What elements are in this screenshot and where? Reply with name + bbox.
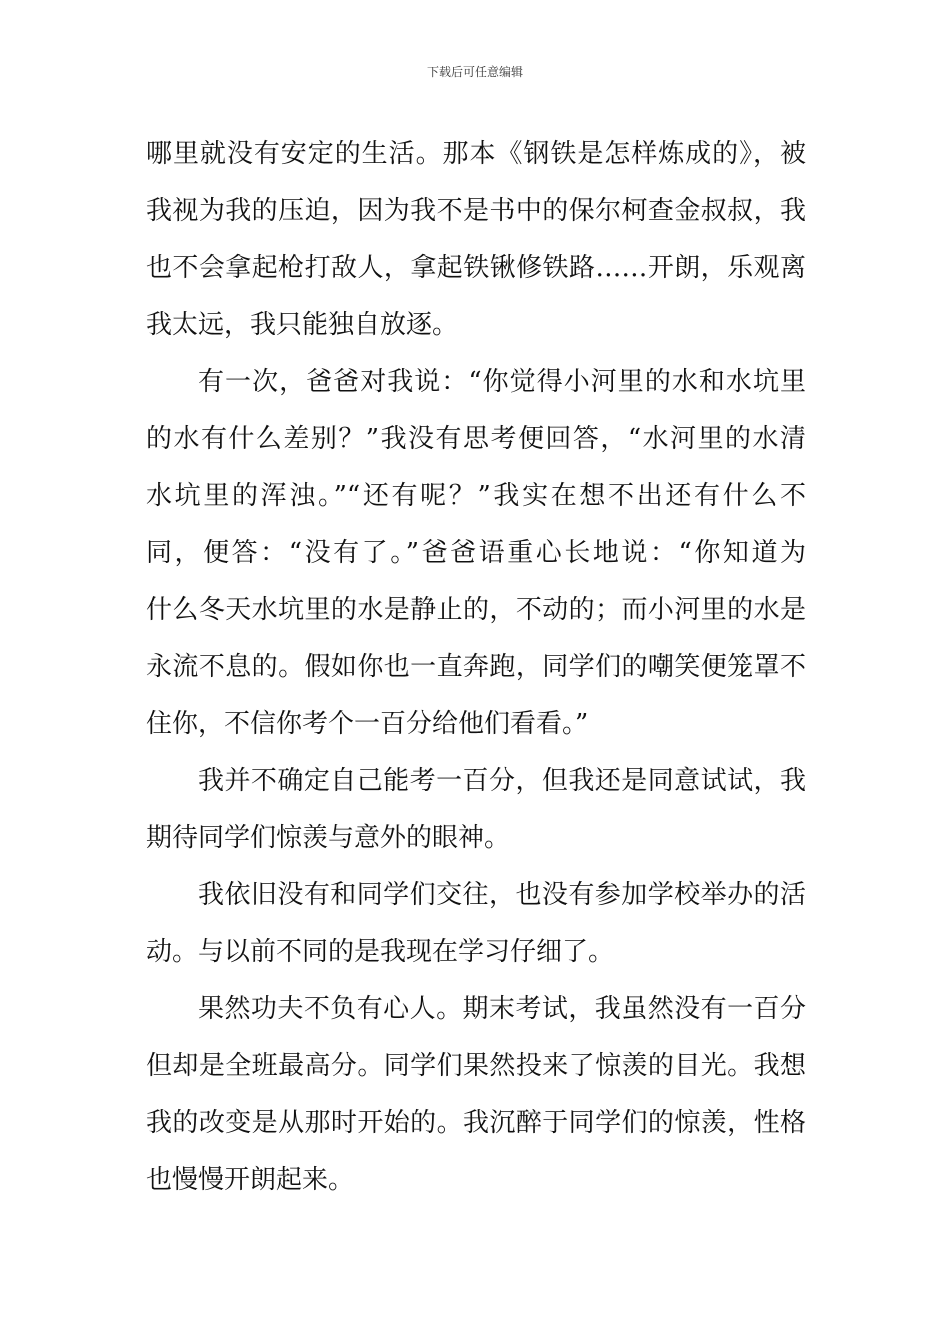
text-line: 哪里就没有安定的生活。那本《钢铁是怎样炼成的》，被 bbox=[146, 139, 806, 169]
text-line: 我太远，我只能独自放逐。 bbox=[146, 310, 459, 340]
text-line: 期待同学们惊羡与意外的眼神。 bbox=[146, 823, 511, 853]
text-line: 什么冬天水坑里的水是静止的，不动的；而小河里的水是 bbox=[146, 595, 806, 625]
text-line: 同，便答：“没有了。”爸爸语重心长地说：“你知道为 bbox=[146, 538, 806, 568]
paragraph bbox=[146, 354, 806, 753]
text-line: 但却是全班最高分。同学们果然投来了惊羡的目光。我想 bbox=[146, 1051, 806, 1081]
text-line: 也慢慢开朗起来。 bbox=[146, 1165, 355, 1195]
text-line: 永流不息的。假如你也一直奔跑，同学们的嘲笑便笼罩不 bbox=[146, 652, 806, 682]
text-line: 我并不确定自己能考一百分，但我还是同意试试，我 bbox=[198, 766, 806, 796]
text-line: 我依旧没有和同学们交往，也没有参加学校举办的活 bbox=[198, 880, 806, 910]
body-text bbox=[146, 126, 806, 1209]
paragraph bbox=[146, 126, 806, 354]
paragraph bbox=[146, 981, 806, 1209]
text-line: 的水有什么差别？”我没有思考便回答，“水河里的水清 bbox=[146, 424, 806, 454]
page-header: 下载后可任意编辑 bbox=[426, 65, 523, 79]
text-line: 有一次，爸爸对我说：“你觉得小河里的水和水坑里 bbox=[198, 367, 806, 397]
text-line: 果然功夫不负有心人。期末考试，我虽然没有一百分 bbox=[198, 994, 806, 1024]
text-line: 也不会拿起枪打敌人，拿起铁锹修铁路……开朗，乐观离 bbox=[146, 253, 806, 283]
text-line: 动。与以前不同的是我现在学习仔细了。 bbox=[146, 937, 615, 967]
text-line: 我视为我的压迫，因为我不是书中的保尔柯查金叔叔，我 bbox=[146, 196, 806, 226]
text-line: 住你，不信你考个一百分给他们看看。” bbox=[146, 709, 589, 739]
paragraph bbox=[146, 867, 806, 981]
text-line: 我的改变是从那时开始的。我沉醉于同学们的惊羡，性格 bbox=[146, 1108, 806, 1138]
text-line: 水坑里的浑浊。”“还有呢？”我实在想不出还有什么不 bbox=[146, 481, 806, 511]
paragraph bbox=[146, 753, 806, 867]
